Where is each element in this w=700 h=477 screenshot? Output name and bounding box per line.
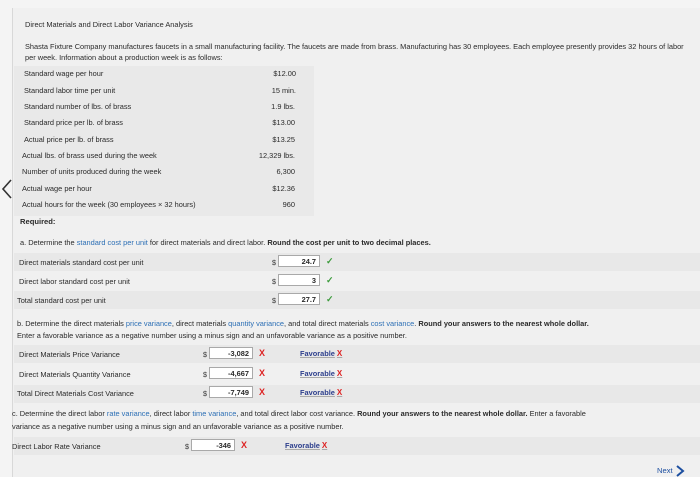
given-label: Standard wage per hour: [24, 69, 104, 78]
question-instruction: Round your answers to the nearest whole dollar.: [357, 409, 528, 418]
dm-price-variance-input[interactable]: -3,082: [209, 347, 253, 359]
question-text: .: [414, 319, 419, 328]
dl-standard-cost-input[interactable]: 3: [278, 274, 320, 286]
glossary-link[interactable]: quantity variance: [228, 319, 285, 328]
given-label: Actual lbs. of brass used during the week: [22, 151, 157, 160]
given-label: Standard labor time per unit: [24, 86, 116, 95]
dollar-sign: $: [185, 442, 189, 451]
dollar-sign: $: [272, 258, 276, 267]
glossary-link[interactable]: standard cost per unit: [76, 238, 148, 247]
page-title: Direct Materials and Direct Labor Variance Analysis: [25, 20, 193, 29]
question-instruction: Round the cost per unit to two decimal places.: [267, 238, 431, 247]
incorrect-x-icon: X: [259, 387, 266, 397]
given-value: $13.25: [272, 135, 295, 144]
previous-icon[interactable]: [0, 178, 14, 200]
part-c-instruction: variance as a negative number using a minus sign and an unfavorable variance as a positive number.: [12, 422, 344, 431]
incorrect-x-icon: X: [336, 349, 343, 358]
given-value: 960: [282, 200, 295, 209]
glossary-link[interactable]: price variance: [125, 319, 172, 328]
dollar-sign: $: [272, 296, 276, 305]
select-value: Favorable: [285, 441, 320, 450]
answer-label: Direct Materials Price Variance: [19, 350, 120, 359]
incorrect-x-icon: X: [321, 441, 328, 450]
favorable-select[interactable]: [300, 388, 342, 397]
given-value: 15 min.: [271, 86, 296, 95]
correct-check-icon: ✓: [326, 275, 334, 285]
part-c-question: [12, 409, 586, 418]
answer-label: Direct materials standard cost per unit: [19, 258, 144, 267]
question-text: for direct materials and direct labor.: [147, 238, 268, 247]
question-text: , direct materials: [171, 319, 229, 328]
given-label: Standard number of lbs. of brass: [24, 102, 132, 111]
chevron-right-icon: [675, 465, 685, 477]
question-text: c. Determine the direct labor: [12, 409, 107, 418]
question-text: b. Determine the direct materials: [17, 319, 126, 328]
dm-standard-cost-input[interactable]: 24.7: [278, 255, 320, 267]
dollar-sign: $: [203, 350, 207, 359]
given-value: $12.36: [272, 184, 295, 193]
favorable-select[interactable]: [285, 441, 327, 450]
incorrect-x-icon: X: [336, 388, 343, 397]
dollar-sign: $: [272, 277, 276, 286]
glossary-link[interactable]: rate variance: [106, 409, 150, 418]
answer-label: Direct labor standard cost per unit: [19, 277, 130, 286]
next-button[interactable]: [657, 465, 685, 477]
glossary-link[interactable]: cost variance: [370, 319, 415, 328]
incorrect-x-icon: X: [259, 368, 266, 378]
given-value: $13.00: [272, 118, 295, 127]
answer-label: Total Direct Materials Cost Variance: [17, 389, 134, 398]
answer-row: [14, 437, 700, 455]
answer-row: [14, 291, 700, 309]
dm-quantity-variance-input[interactable]: -4,667: [209, 367, 253, 379]
question-instruction: Round your answers to the nearest whole dollar.: [418, 319, 589, 328]
problem-intro: Shasta Fixture Company manufactures faucets in a small manufacturing facility. The faucets are made from brass. Manufacturing has 30 employees. Each employee presently provides 32 hours of labor per week. Information about a production week is as follows:: [25, 42, 684, 62]
next-label: Next: [657, 466, 673, 475]
incorrect-x-icon: X: [241, 440, 248, 450]
favorable-select[interactable]: [300, 349, 342, 358]
given-label: Actual wage per hour: [22, 184, 92, 193]
correct-check-icon: ✓: [326, 294, 334, 304]
question-text: , and total direct materials: [284, 319, 371, 328]
question-text: , and total direct labor cost variance.: [236, 409, 358, 418]
part-b-instruction: Enter a favorable variance as a negative number using a minus sign and an unfavorable variance as a positive number.: [17, 331, 407, 340]
total-standard-cost-input[interactable]: 27.7: [278, 293, 320, 305]
given-label: Actual hours for the week (30 employees × 32 hours): [22, 200, 196, 209]
part-b-question: [17, 319, 589, 328]
given-value: 6,300: [276, 167, 295, 176]
glossary-link[interactable]: time variance: [192, 409, 237, 418]
incorrect-x-icon: X: [336, 369, 343, 378]
part-a-question: [20, 238, 431, 247]
given-label: Actual price per lb. of brass: [24, 135, 114, 144]
correct-check-icon: ✓: [326, 256, 334, 266]
given-value: $12.00: [273, 69, 296, 78]
favorable-select[interactable]: [300, 369, 342, 378]
question-text: Enter a favorable: [527, 409, 586, 418]
question-text: , direct labor: [149, 409, 193, 418]
given-value: 1.9 lbs.: [271, 102, 295, 111]
question-text: a. Determine the: [20, 238, 77, 247]
dollar-sign: $: [203, 389, 207, 398]
answer-label: Total standard cost per unit: [17, 296, 106, 305]
given-value: 12,329 lbs.: [258, 151, 295, 160]
select-value: Favorable: [300, 349, 335, 358]
given-label: Standard price per lb. of brass: [24, 118, 124, 127]
select-value: Favorable: [300, 369, 335, 378]
incorrect-x-icon: X: [259, 348, 266, 358]
answer-label: Direct Labor Rate Variance: [12, 442, 101, 451]
given-label: Number of units produced during the week: [22, 167, 162, 176]
select-value: Favorable: [300, 388, 335, 397]
dm-total-cost-variance-input[interactable]: -7,749: [209, 386, 253, 398]
answer-label: Direct Materials Quantity Variance: [19, 370, 131, 379]
dollar-sign: $: [203, 370, 207, 379]
required-heading: Required:: [20, 217, 56, 226]
dl-rate-variance-input[interactable]: -346: [191, 439, 235, 451]
